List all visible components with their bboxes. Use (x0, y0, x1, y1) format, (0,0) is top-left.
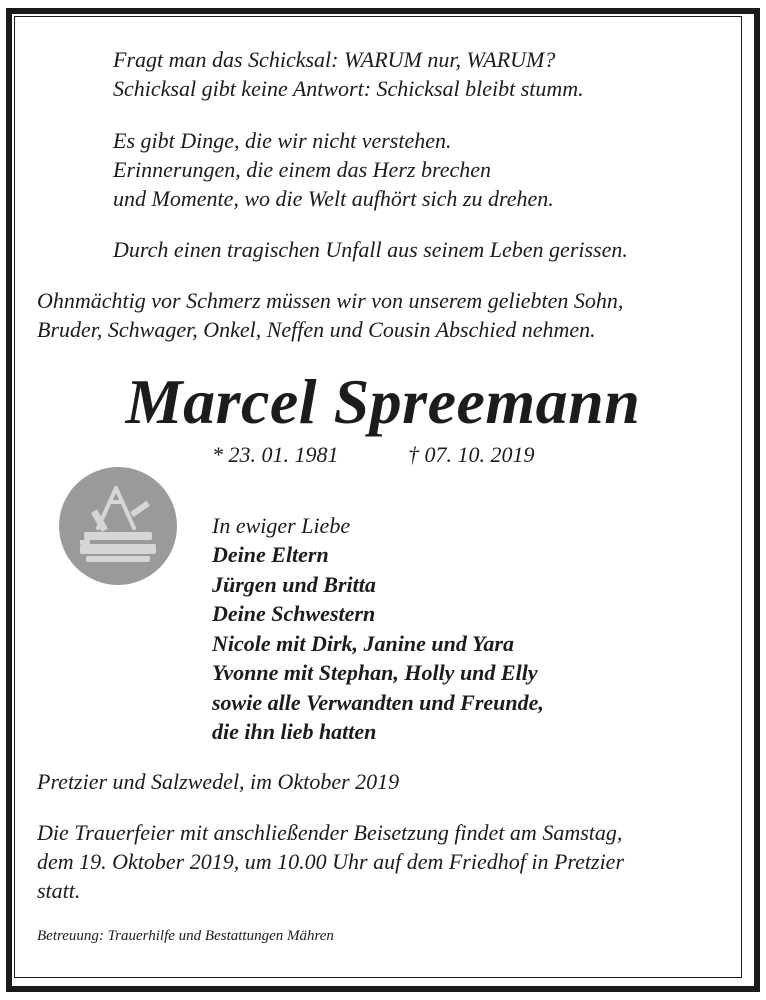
signature-line: Jürgen und Britta (212, 572, 376, 597)
poem-line: Erinnerungen, die einem das Herz brechen (113, 157, 491, 182)
ceremony-line: statt. (37, 878, 81, 903)
ceremony-line: Die Trauerfeier mit anschließender Beisetzung findet am Samstag, (37, 820, 623, 845)
signature-line: Deine Schwestern (212, 601, 376, 626)
signature-line: sowie alle Verwandten und Freunde, (212, 690, 544, 715)
intro-line: Ohnmächtig vor Schmerz müssen wir von unserem geliebten Sohn, (37, 288, 624, 313)
signature-line: Deine Eltern (212, 542, 329, 567)
deceased-name: Marcel Spreemann (125, 366, 641, 437)
place-date: Pretzier und Salzwedel, im Oktober 2019 (37, 769, 400, 794)
poem-line: Schicksal gibt keine Antwort: Schicksal bleibt stumm. (113, 76, 584, 101)
signature-line: Yvonne mit Stephan, Holly und Elly (212, 660, 538, 685)
poem-line: Durch einen tragischen Unfall aus seinem Leben gerissen. (113, 237, 628, 262)
death-date: † 07. 10. 2019 (408, 442, 535, 467)
funeral-home-credit: Betreuung: Trauerhilfe und Bestattungen Mähren (37, 928, 334, 944)
signature-line: Nicole mit Dirk, Janine und Yara (212, 631, 514, 656)
poem-line: und Momente, wo die Welt aufhört sich zu drehen. (113, 186, 554, 211)
signature-intro: In ewiger Liebe (212, 513, 351, 538)
birth-date: * 23. 01. 1981 (212, 442, 339, 467)
poem-line: Es gibt Dinge, die wir nicht verstehen. (113, 128, 452, 153)
intro-line: Bruder, Schwager, Onkel, Neffen und Cousin Abschied nehmen. (37, 317, 596, 342)
carpenter-tools-icon (58, 466, 178, 586)
signature-line: die ihn lieb hatten (212, 719, 377, 744)
ceremony-line: dem 19. Oktober 2019, um 10.00 Uhr auf dem Friedhof in Pretzier (37, 849, 625, 874)
poem-line: Fragt man das Schicksal: WARUM nur, WARUM? (113, 47, 556, 72)
